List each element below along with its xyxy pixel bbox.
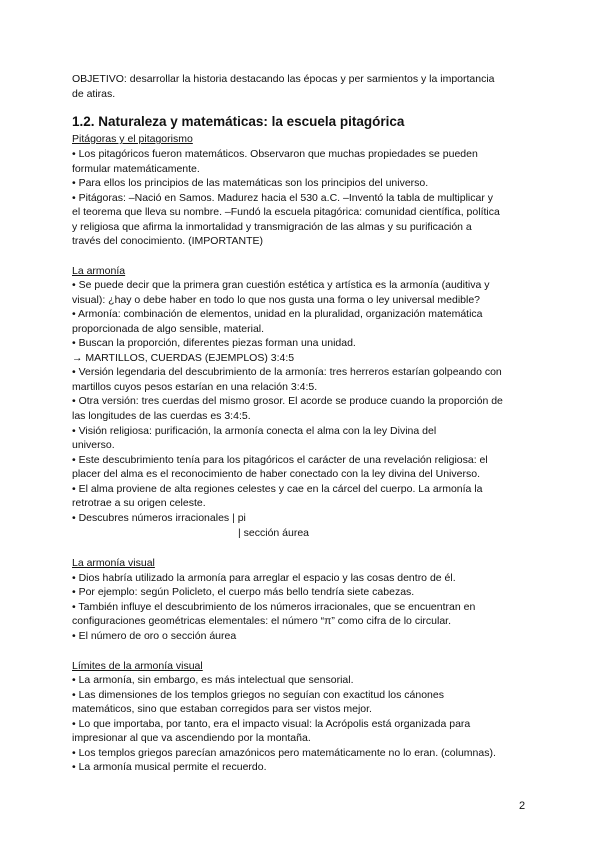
armonia-line: • Se puede decir que la primera gran cuestión estética y artística es la armonía (auditiva y	[72, 279, 490, 291]
armonia-visual-line: • Por ejemplo: según Policleto, el cuerpo más bello tendría siete cabezas.	[72, 586, 415, 598]
page-number: 2	[519, 800, 526, 812]
armonia-line: placer del alma es el reconocimiento de haber conectado con la ley divina del Universo.	[72, 468, 480, 480]
limites-line: • Los templos griegos parecían amazónicos pero matemáticamente no lo eran. (columnas).	[72, 747, 496, 759]
armonia-line: universo.	[72, 439, 115, 451]
armonia-line: retrotrae a su origen celeste.	[72, 497, 206, 509]
objective-line-2: de atiras.	[72, 88, 116, 100]
armonia-line: → MARTILLOS, CUERDAS (EJEMPLOS) 3:4:5	[72, 352, 295, 364]
pitagoras-line: • Los pitagóricos fueron matemáticos. Observaron que muchas propiedades se pueden	[72, 148, 478, 160]
armonia-line: • Otra versión: tres cuerdas del mismo grosor. El acorde se produce cuando la proporción de	[72, 395, 503, 407]
armonia-visual-heading: La armonía visual	[72, 557, 155, 569]
limites-line: impresionar al que va ascendiendo por la montaña.	[72, 732, 311, 744]
limites-line: matemáticos, sino que estaban corregidos para ser vistos mejor.	[72, 703, 372, 715]
armonia-line: proporcionada de algo sensible, material.	[72, 323, 265, 335]
armonia-line: • Buscan la proporción, diferentes piezas forman una unidad.	[72, 337, 356, 349]
armonia-heading: La armonía	[72, 265, 126, 277]
pitagoras-line: el teorema que lleva su nombre. –Fundó la escuela pitagórica: comunidad científica, política	[72, 206, 500, 218]
limites-line: • La armonía musical permite el recuerdo.	[72, 761, 267, 773]
armonia-indented-line: | sección áurea	[238, 527, 310, 539]
pitagoras-line: y religiosa que afirma la inmortalidad y transmigración de las almas y su purificación a	[72, 221, 472, 233]
armonia-line: • Visión religiosa: purificación, la armonía conecta el alma con la ley Divina del	[72, 425, 437, 437]
limites-heading: Límites de la armonía visual	[72, 660, 203, 672]
objective-line-1: OBJETIVO: desarrollar la historia destacando las épocas y per sarmientos y la importancia	[72, 73, 495, 85]
pitagoras-heading: Pitágoras y el pitagorismo	[72, 133, 193, 145]
armonia-line: martillos cuyos pesos estarían en una relación 3:4:5.	[72, 381, 318, 393]
armonia-line: • Versión legendaria del descubrimiento de la armonía: tres herreros estarían golpeando con	[72, 366, 502, 378]
armonia-visual-line: • También influye el descubrimiento de los números irracionales, que se encuentran en	[72, 601, 476, 613]
pitagoras-line: través del conocimiento. (IMPORTANTE)	[72, 235, 263, 247]
armonia-visual-line: • El número de oro o sección áurea	[72, 630, 237, 642]
armonia-line: • Este descubrimiento tenía para los pitagóricos el carácter de una revelación religiosa: el	[72, 454, 488, 466]
armonia-visual-line: • Dios habría utilizado la armonía para arreglar el espacio y las cosas dentro de él.	[72, 572, 456, 584]
armonia-line: • Descubres números irracionales | pi	[72, 512, 246, 524]
armonia-line: • Armonía: combinación de elementos, unidad en la pluralidad, organización matemática	[72, 308, 483, 320]
section-title: 1.2. Naturaleza y matemáticas: la escuela pitagórica	[72, 114, 405, 129]
pitagoras-line: formular matemáticamente.	[72, 163, 200, 175]
limites-line: • La armonía, sin embargo, es más intelectual que sensorial.	[72, 674, 354, 686]
armonia-line: las longitudes de las cuerdas es 3:4:5.	[72, 410, 251, 422]
limites-line: • Lo que importaba, por tanto, era el impacto visual: la Acrópolis está organizada para	[72, 718, 471, 730]
armonia-visual-line: configuraciones geométricas elementales: el número “π” como cifra de lo circular.	[72, 615, 451, 627]
pitagoras-line: • Pitágoras: –Nació en Samos. Madurez hacia el 530 a.C. –Inventó la tabla de multiplicar y	[72, 192, 493, 204]
armonia-line: • El alma proviene de alta regiones celestes y cae en la cárcel del cuerpo. La armonía la	[72, 483, 483, 495]
armonia-line: visual): ¿hay o debe haber en todo lo que nos gusta una forma o ley universal medible?	[72, 294, 481, 306]
pitagoras-line: • Para ellos los principios de las matemáticas son los principios del universo.	[72, 177, 429, 189]
limites-line: • Las dimensiones de los templos griegos no seguían con exactitud los cánones	[72, 689, 444, 701]
